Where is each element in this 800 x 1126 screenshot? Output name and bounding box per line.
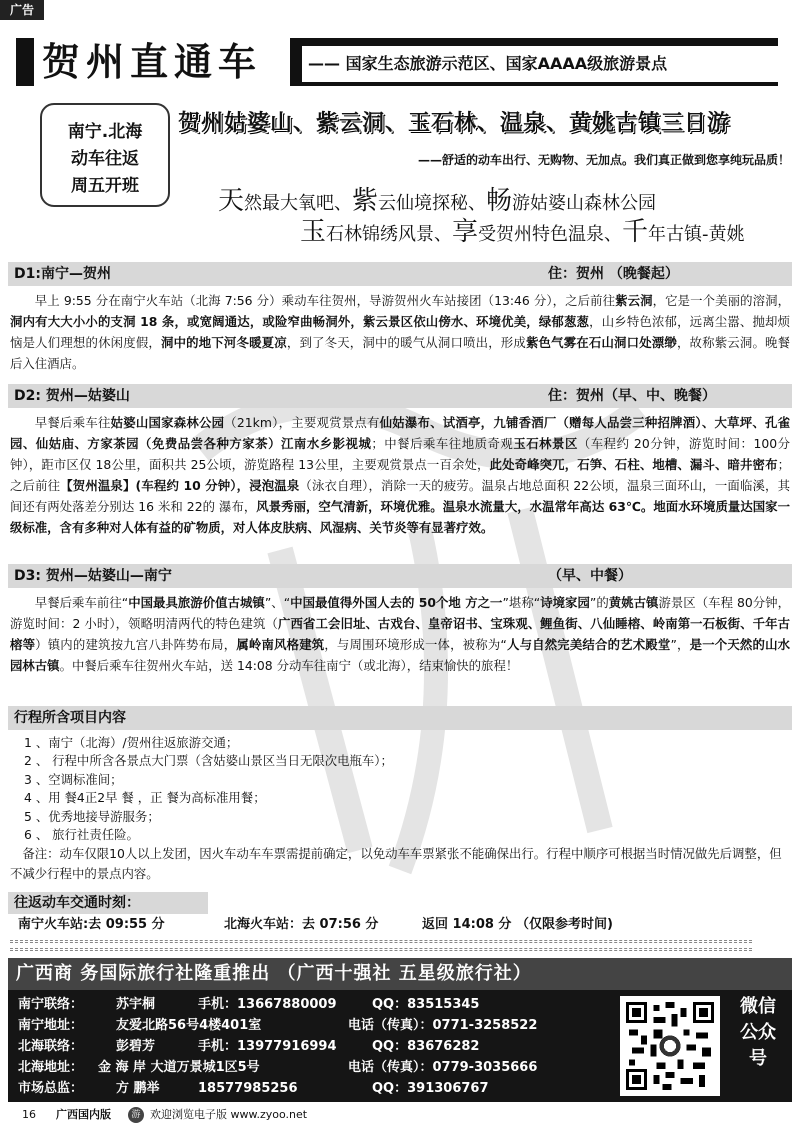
day2-description: 早餐后乘车往姑婆山国家森林公园（21km），主要观赏景点有仙姑瀑布、试酒亭，九铺香酒厂（赠每人品尝三种招牌酒）、大草坪、孔雀园、仙姑庙、方家茶园（免费品尝各种方家茶）江南水乡影视城；中餐后乘车往地质奇观玉石林景区（车程约 20分钟，游览时间：100分钟），距市区仅 18公里，面积共 25公顷，游览路程 13公里，主要观赏景点一百余处，此处奇峰突兀，石笋、石柱、地槽、漏斗、暗井密布；之后前往【贺州温泉】(车程约 10 分钟），浸泡温泉（泳衣自理），消除一天的疲劳。温泉占地总面积 22公顷，温泉三面环山，一面临溪，其间还有两处落差分别达 16 米和 22的 瀑布，风景秀丽，空气清新，环境优雅。温泉水流量大，水温常年高达 63℃。地面水环境质量达国家一级标准，含有多种对人体有益的矿物质，对人体皮肤病、风湿病、关节炎等有显著疗效。 bbox=[10, 415, 791, 535]
route-box bbox=[40, 103, 170, 207]
address: 友爱北路56号4楼401室 bbox=[116, 1018, 262, 1033]
highlights-line-2 bbox=[300, 216, 795, 251]
nanning-address-row bbox=[18, 1015, 608, 1037]
website-link[interactable]: 欢迎浏览电子版 www.zyoo.net bbox=[150, 1108, 308, 1121]
beihai-departure: 北海火车站：去 07:56 分 bbox=[224, 917, 379, 932]
qq[interactable]: QQ：83676282 bbox=[372, 1039, 480, 1054]
mobile[interactable]: 手机：13667880009 bbox=[198, 997, 337, 1012]
transport-times bbox=[18, 914, 788, 936]
phone-fax[interactable]: 电话（传真）：0779-3035666 bbox=[348, 1060, 538, 1075]
highlights-line-1 bbox=[218, 186, 798, 219]
list-item: 2 、 行程中所含各景点大门票（含姑婆山景区当日无限次电瓶车）； bbox=[24, 753, 393, 769]
agency-banner: 广西商 务国际旅行社隆重推出 （广西十强社 五星级旅行社） bbox=[8, 958, 792, 990]
includes-header: 行程所含项目内容 bbox=[8, 706, 792, 730]
day3-meal: （早、中餐） bbox=[548, 568, 632, 584]
section-label: 广西国内版 bbox=[56, 1108, 111, 1121]
page-footer bbox=[0, 1104, 800, 1126]
page-subtitle: —— 国家生态旅游示范区、国家AAAA级旅游景点 bbox=[302, 46, 782, 82]
day3-header bbox=[8, 564, 792, 588]
remarks-note: 备注：动车仅限10人以上发团，因火车动车车票需提前确定，以免动车车票紧张不能确保出行。行程中顺序可根据当时情况做先后调整，但不减少行程中的景点内容。 bbox=[10, 846, 782, 881]
header bbox=[0, 20, 800, 94]
contact-name: 苏宇桐 bbox=[116, 997, 156, 1012]
hl-text: 受贺州特色温泉、 bbox=[478, 224, 623, 245]
hl-char: 天 bbox=[218, 186, 245, 216]
route-line-1: 南宁.北海 bbox=[67, 122, 143, 142]
contact-name: 方 鹏举 bbox=[116, 1081, 160, 1096]
label: 市场总监： bbox=[18, 1081, 84, 1096]
list-item: 5 、优秀地接导游服务； bbox=[24, 808, 160, 824]
wechat-label: 微信公众号 bbox=[740, 996, 776, 1069]
list-item: 4 、用 餐4正2早 餐 ，正 餐为高标准用餐； bbox=[24, 790, 266, 806]
nanning-contact-row bbox=[18, 994, 608, 1016]
brand-logo-icon: 游 bbox=[128, 1107, 144, 1123]
qr-code-icon[interactable] bbox=[620, 996, 720, 1096]
return-time: 返回 14:08 分 （仅限参考时间) bbox=[422, 917, 613, 932]
includes-list bbox=[24, 734, 784, 844]
day2-header bbox=[8, 384, 792, 408]
hl-char: 畅 bbox=[486, 186, 513, 216]
qq[interactable]: QQ：391306767 bbox=[372, 1081, 489, 1096]
beihai-address-row bbox=[18, 1057, 608, 1079]
day1-description: 早上 9:55 分在南宁火车站（北海 7:56 分）乘动车往贺州，导游贺州火车站接团（13:46 分），之后前往紫云洞，它是一个美丽的溶洞，洞内有大大小小的支洞 18 条，或宽阔通达，或险窄曲畅洞外，紫云景区依山傍水、环境优美，绿郁葱葱，山乡特色浓郁，远离尘嚣、抛却烦恼是人们理想的休闲度假，洞中的地下河冬暖夏凉，到了冬天，洞中的暖气从洞口喷出，形成紫色气雾在石山洞口处漂缈，故称紫云洞。晚餐后入住酒店。 bbox=[10, 293, 791, 371]
tour-title: 贺州姑婆山、紫云洞、玉石林、温泉、黄姚古镇三日游 bbox=[178, 111, 731, 136]
nanning-departure: 南宁火车站:去 09:55 分 bbox=[18, 917, 165, 932]
list-item: 3 、空调标准间； bbox=[24, 771, 123, 787]
hl-char: 紫 bbox=[352, 186, 379, 216]
divider bbox=[10, 948, 752, 951]
page-number: 16 bbox=[22, 1108, 36, 1121]
label: 南宁地址： bbox=[18, 1018, 84, 1033]
label: 南宁联络： bbox=[18, 997, 84, 1012]
transport-header: 往返动车交通时刻： bbox=[8, 892, 208, 914]
tour-slogan: ——舒适的动车出行、无购物、无加点。我们真正做到您享纯玩品质！ bbox=[417, 153, 790, 167]
list-item: 6 、 旅行社责任险。 bbox=[24, 827, 139, 843]
hl-char: 享 bbox=[452, 217, 479, 247]
contact-name: 彭碧芳 bbox=[116, 1039, 156, 1054]
day3-title: D3: 贺州—姑婆山—南宁 bbox=[14, 568, 172, 584]
phone-fax[interactable]: 电话（传真）：0771-3258522 bbox=[348, 1018, 538, 1033]
divider bbox=[10, 940, 752, 943]
day1-title: D1:南宁—贺州 bbox=[14, 266, 111, 282]
list-item: 1 、南宁（北海）/贺州往返旅游交通； bbox=[24, 735, 239, 750]
ad-tag: 广告 bbox=[0, 0, 44, 20]
hl-char: 千 bbox=[622, 217, 649, 247]
day2-title: D2: 贺州—姑婆山 bbox=[14, 388, 130, 404]
mobile[interactable]: 手机：13977916994 bbox=[198, 1039, 337, 1054]
hl-text: 年古镇-黄姚 bbox=[648, 224, 745, 245]
day2-meal: 住：贺州（早、中、晚餐） bbox=[548, 388, 716, 404]
label: 北海联络： bbox=[18, 1039, 84, 1054]
hl-char: 玉 bbox=[300, 217, 327, 247]
mobile[interactable]: 18577985256 bbox=[198, 1081, 298, 1096]
contact-box bbox=[8, 990, 792, 1102]
hl-text: 石林锦绣风景、 bbox=[326, 224, 453, 245]
beihai-contact-row bbox=[18, 1036, 608, 1058]
qq[interactable]: QQ：83515345 bbox=[372, 997, 480, 1012]
route-line-2: 动车往返 bbox=[71, 149, 139, 169]
address: 金 海 岸 大道万景城1区5号 bbox=[98, 1060, 260, 1075]
day3-description: 早餐后乘车前往“中国最具旅游价值古城镇”、“中国最值得外国人去的 50个地 方之一”堪称“诗境家园”的黄姚古镇游景区（车程 80分钟，游览时间：2 小时），领略明清两代的特色建筑（广西省工会旧址、古戏台、皇帝诏书、宝珠观、鲤鱼街、八仙睡榕、岭南第一石板街、千年古榕等）镇内的建筑按九宫八卦阵势布局，属岭南风格建筑，与周围环境形成一体，被称为“人与自然完美结合的艺术殿堂”，是一个天然的山水园林古镇。中餐后乘车往贺州火车站，送 14:08 分动车往南宁（或北海），结束愉快的旅程！ bbox=[10, 595, 791, 673]
page-title: 贺州直通车 bbox=[34, 36, 290, 88]
hl-text: 然最大氧吧、 bbox=[244, 193, 353, 214]
day1-header bbox=[8, 262, 792, 286]
marketing-director-row bbox=[18, 1078, 608, 1100]
route-line-3: 周五开班 bbox=[71, 176, 139, 196]
day1-meal: 住：贺州 （晚餐起） bbox=[548, 266, 679, 282]
hl-text: 游姑婆山森林公园 bbox=[512, 193, 657, 214]
hl-text: 云仙境探秘、 bbox=[378, 193, 487, 214]
label: 北海地址： bbox=[18, 1060, 84, 1075]
